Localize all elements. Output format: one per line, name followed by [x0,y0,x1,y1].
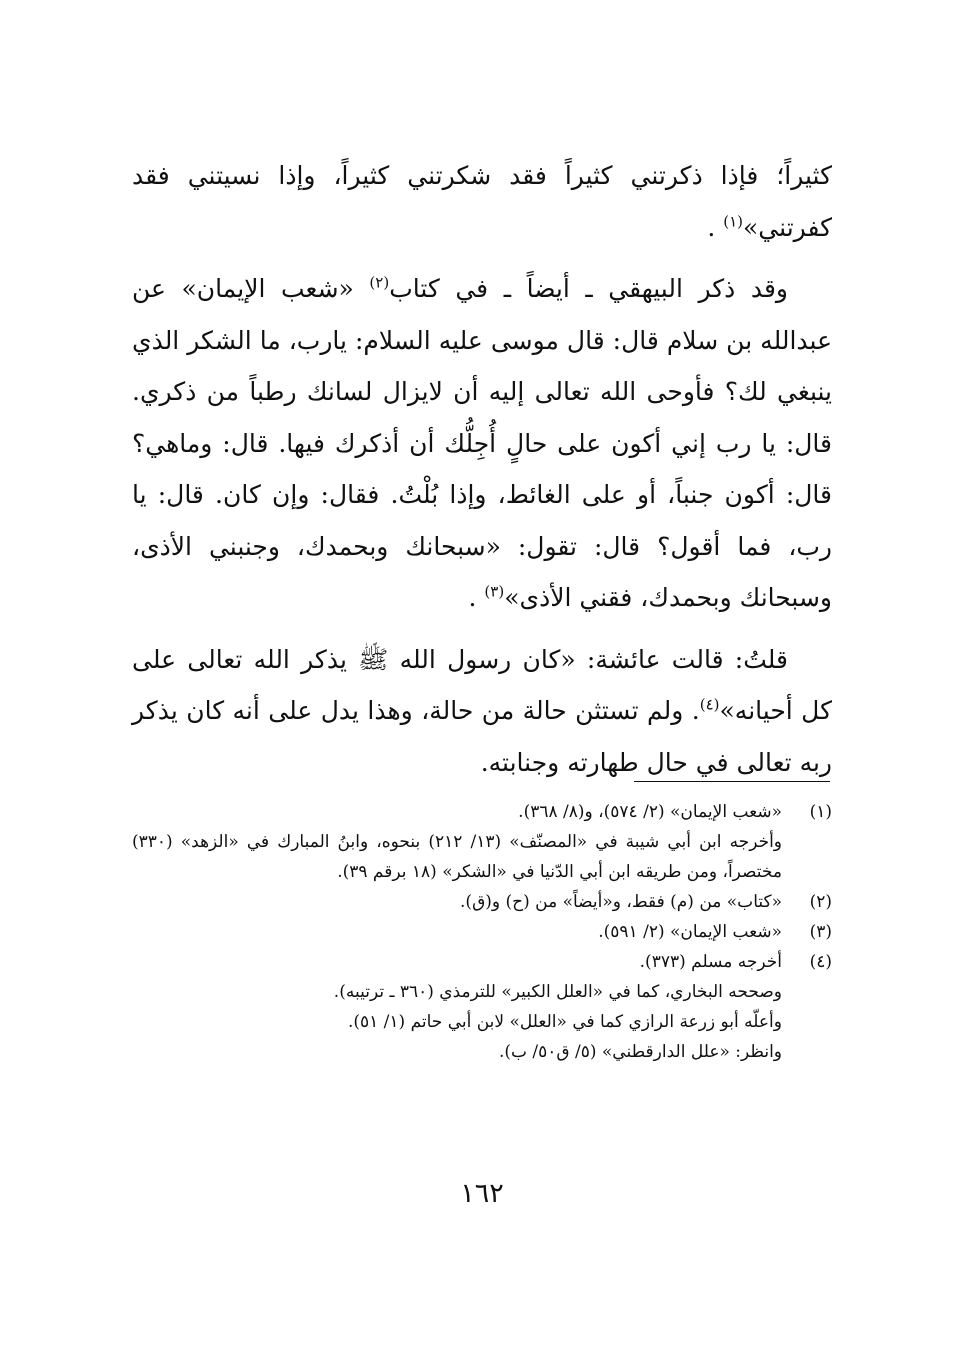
footnote-1-number: (١) [809,802,832,822]
footnote-1-text: «شعب الإيمان» (٢/ ٥٧٤)، و(٨/ ٣٦٨). [518,802,782,822]
paragraph-1 [132,150,832,253]
footnote-ref-4: (٤) [699,695,720,714]
footnote-4-continuation-2: وأعلّه أبو زرعة الرازي كما في «العلل» لابن أبي حاتم (١/ ٥١). [347,1012,782,1032]
footnote-3-number: (٣) [809,922,832,942]
footnote-3 [132,917,832,947]
paragraph-1-text: كثيراً؛ فإذا ذكرتني كثيراً فقد شكرتني كثيراً، وإذا نسيتني فقد كفرتني» [132,161,832,242]
footnote-2 [132,887,832,917]
footnote-1-continuation: وأخرجه ابن أبي شيبة في «المصنّف» (١٣/ ٢١٢) بنحوه، وابنُ المبارك في «الزهد» (٣٣٠) مختصراً، ومن طريقه ابن أبي الدّنيا في «الشكر» (١٨ برقم ٣٩). [132,832,783,882]
footnote-3-text: «شعب الإيمان» (٢/ ٥٩١). [598,922,782,942]
paragraph-3-text-b: . ولم تستثن حالة من حالة، وهذا يدل على أنه كان يذكر ربه تعالى في حال طهارته وجنابته. [132,696,832,777]
footnote-4-continuation-3: وانظر: «علل الدارقطني» (٥/ ق٥٠/ ب). [498,1042,782,1062]
paragraph-2 [132,263,832,624]
footnote-1 [132,797,832,827]
footnote-4-continuation-1: وصححه البخاري، كما في «العلل الكبير» للترمذي (٣٦٠ ـ ترتيبه). [333,982,782,1002]
paragraph-2-end: . [468,583,477,612]
footnote-4-text: أخرجه مسلم (٣٧٣). [639,952,782,972]
paragraph-3 [132,634,832,789]
page-number: ١٦٢ [460,1178,504,1209]
paragraph-1-end: . [707,212,716,242]
footnote-ref-2: (٢) [369,273,390,292]
footnote-ref-3: (٣) [484,582,505,601]
footnote-separator [634,781,830,782]
main-text [132,150,832,788]
footnote-ref-1: (١) [723,212,744,231]
footnote-4 [132,947,832,977]
paragraph-3-text-a: قلتُ: قالت عائشة: «كان رسول الله ﷺ يذكر الله تعالى على كل أحيانه» [132,644,832,725]
footnotes [132,797,832,1067]
paragraph-2-text-b: «شعب الإيمان» عن عبدالله بن سلام قال: قال موسى عليه السلام: يارب، ما الشكر الذي ينبغي لك؟ فأوحى الله تعالى إليه أن لايزال لسانك رطباً من ذكري. قال: يا رب إني أكون على حالٍ أُجِلُّك أن أذكرك فيها. قال: وماهي؟ قال: أكون جنباً، أو على الغائط، وإذا بُلْتُ. فقال: وإن كان. قال: يا رب، فما أقول؟ قال: تقول: «سبحانك وبحمدك، وجنبني الأذى، وسبحانك وبحمدك، فقني الأذى» [132,274,832,612]
paragraph-2-text-a: وقد ذكر البيهقي ـ أيضاً ـ في كتاب [389,274,789,303]
footnote-4-number: (٤) [809,952,832,972]
footnote-2-number: (٢) [809,892,832,912]
footnote-2-text: «كتاب» من (م) فقط، و«أيضاً» من (ح) و(ق). [460,892,782,912]
